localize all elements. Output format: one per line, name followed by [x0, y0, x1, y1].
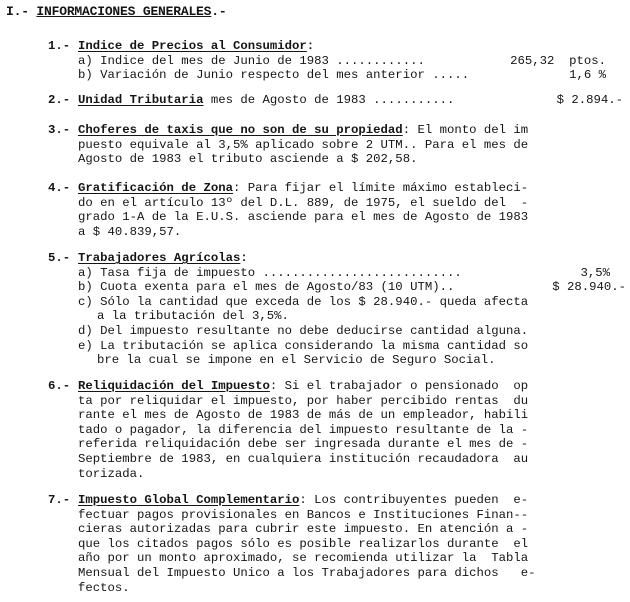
item-line: do en el artículo 13º del D.L. 889, de 1975, el sueldo del -	[78, 195, 529, 210]
item-label: a) Tasa fija de impuesto ...........................	[78, 265, 462, 280]
section-heading	[6, 4, 226, 19]
item-line: Septiembre de 1983, en cualquiera institución recaudadora au	[78, 451, 529, 466]
item-line: Mensual del Impuesto Unico a los Trabajadores para dichos e-	[78, 565, 536, 580]
item-value: 265,32 ptos.	[510, 53, 606, 68]
item-line: fectos.	[78, 580, 130, 595]
item-line: : Para fijar el límite máximo estableci-	[232, 181, 529, 195]
item-line: referida reliquidación debe ser ingresada durante el mes de -	[78, 437, 529, 452]
item-line: bre la cual se impone en el Servicio de Seguro Social.	[97, 353, 496, 368]
item-title: Unidad Tributaria	[78, 93, 204, 107]
item-line: cieras autorizadas para cubrir este impuesto. En atención a -	[78, 522, 529, 537]
document-page: I.- INFORMACIONES GENERALES.- 1.- Indice de Precios al Consumidor: a) Indice del mes de Junio de 1983 ............ 265,32 ptos. b) Variación de Junio respecto del mes anterior ..... 1,6 % 2.- Unidad Tributaria mes de Agosto de 1983 ........... $ 2.894.- 3.- Choferes de taxis que no son de su propiedad: El monto del im puesto equivale al 3,5% aplicado sobre 2 UTM.. Para el mes de Agosto de 1983 el tributo asciende a $ 202,58. 4.- Gratificación de Zona: Para fijar el límite máximo estableci- do en el artículo 13º del D.L. 889, de 1975, el sueldo del - grado 1-A de la E.U.S. asciende para el mes de Agosto de 1983 a $ 40.839,57. 5.- Trabajadores Agrícolas: a) Tasa fija de impuesto ........................... 3,5% b) Cuota exenta para el mes de Agosto/83 (10 UTM).. $ 28.940.- c) Sólo la cantidad que exceda de los $ 28.940.- queda afecta a la tributación del 3,5%. d) Del impuesto resultante no debe deducirse cantidad alguna. e) La tributación se aplica considerando la misma cantidad so bre la cual se impone en el Servicio de Seguro Social. 6.- Reliquidación del Impuesto: Si el trabajador o pensionado op ta por reliquidar el impuesto, por haber percibido rentas du rante el mes de Agosto de 1983 de más de un empleador, habili tado o pagador, la diferencia del impuesto resultante de la - referida reliquidación debe ser ingresada durante el mes de - Septiembre de 1983, en cualquiera institución recaudadora au torizada. 7.- Impuesto Global Complementario: Los contribuyentes pueden e- fectuar pagos provisionales en Bancos e Instituciones Finan-- cieras autorizadas para cubrir este impuesto. En atención a - que los citados pagos sólo es posible realizarlos durante el año por un monto aproximado, se recomienda utilizar la Tabla Mensual del Impuesto Unico a los Trabajadores para dichos e- fectos.	[6, 4, 626, 595]
heading-title: INFORMACIONES GENERALES	[36, 4, 212, 19]
item-label: b) Variación de Junio respecto del mes anterior .....	[78, 68, 470, 83]
item-title: Reliquidación del Impuesto	[78, 379, 270, 393]
item-value: 1,6 %	[569, 68, 606, 83]
item-line: d) Del impuesto resultante no debe deducirse cantidad alguna.	[78, 323, 529, 338]
item-line: a $ 40.839,57.	[78, 224, 182, 239]
item-label: b) Cuota exenta para el mes de Agosto/83 (10 UTM)..	[78, 280, 455, 295]
item-title: Trabajadores Agrícolas	[78, 251, 241, 265]
item-line: torizada.	[78, 466, 145, 481]
item-line: : Los contribuyentes pueden e-	[299, 493, 529, 507]
item-number: 7.-	[48, 493, 71, 507]
item-line: : Si el trabajador o pensionado op	[269, 379, 529, 393]
item-number: 5.-	[48, 251, 71, 265]
item-value: 3,5%	[580, 265, 610, 280]
item-number: 6.-	[48, 379, 71, 393]
item-line: c) Sólo la cantidad que exceda de los $ 28.940.- queda afecta	[78, 294, 529, 309]
item-number: 4.-	[48, 181, 71, 195]
item-line: a la tributación del 3,5%.	[97, 309, 289, 324]
heading-suffix: .-	[211, 4, 227, 19]
item-line: Agosto de 1983 el tributo asciende a $ 202,58.	[78, 152, 418, 167]
item-line: tado o pagador, la diferencia del impuesto resultante de la -	[78, 422, 529, 437]
item-title-suffix: :	[240, 251, 248, 265]
item-number: 1.-	[48, 39, 71, 53]
item-text: mes de Agosto de 1983 ...........	[203, 93, 455, 107]
item-title: Indice de Precios al Consumidor	[78, 39, 307, 53]
item-title: Gratificación de Zona	[78, 181, 233, 195]
heading-roman: I.-	[6, 4, 29, 19]
item-line: grado 1-A de la E.U.S. asciende para el mes de Agosto de 1983	[78, 210, 529, 225]
item-value: $ 28.940.-	[552, 280, 626, 295]
item-line: que los citados pagos sólo es posible realizarlos durante el	[78, 536, 529, 551]
item-line: puesto equivale al 3,5% aplicado sobre 2 UTM.. Para el mes de	[78, 137, 529, 152]
item-title: Impuesto Global Complementario	[78, 493, 300, 507]
item-title: Choferes de taxis que no son de su propiedad	[78, 123, 403, 137]
item-number: 3.-	[48, 123, 71, 137]
item-value: $ 2.894.-	[556, 93, 623, 107]
item-line: rante el mes de Agosto de 1983 de más de un empleador, habili	[78, 408, 529, 423]
item-number: 2.-	[48, 93, 71, 107]
item-line: fectuar pagos provisionales en Bancos e Instituciones Finan--	[78, 507, 529, 522]
item-label: a) Indice del mes de Junio de 1983 ............	[78, 53, 425, 68]
item-line: e) La tributación se aplica considerando la misma cantidad so	[78, 338, 529, 353]
item-line: : El monto del im	[402, 123, 529, 137]
item-line: ta por reliquidar el impuesto, por haber percibido rentas du	[78, 393, 529, 408]
item-line: año por un monto aproximado, se recomienda utilizar la Tabla	[78, 551, 529, 566]
